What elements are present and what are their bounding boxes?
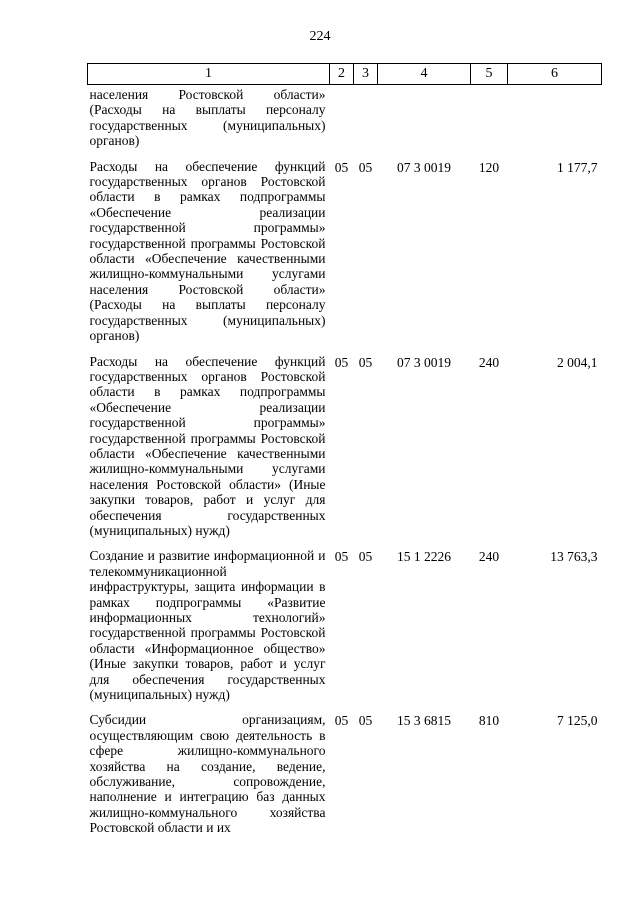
row-subsection: 05: [358, 713, 373, 729]
table-row: [88, 159, 602, 354]
row-description: населения Ростовской области» (Расходы на выплаты персоналу государственных (муниципальных) органов): [89, 87, 326, 149]
row-section: 05: [334, 354, 349, 370]
row-expense-type: [471, 85, 508, 159]
row-amount: [508, 85, 602, 159]
row-subsection: 05: [358, 549, 373, 565]
table-row: [88, 85, 602, 159]
table-body: [88, 85, 602, 836]
table-row: [88, 548, 602, 712]
row-target-code: 07 3 0019: [397, 354, 451, 370]
row-description: Создание и развитие информационной и телекоммуникационной инфраструктуры, защита информации в рамках подпрограммы «Развитие информационных технологий» государственной программы Ростовской области «Информационное общество» (Иные закупки товаров, работ и услуг для обеспечения государственных (муниципальных) нужд): [89, 548, 326, 703]
header-cell-4: 4: [378, 64, 471, 85]
row-amount: 1 177,7: [557, 159, 598, 175]
header-cell-5: 5: [471, 64, 508, 85]
row-target-code: 07 3 0019: [397, 159, 451, 175]
row-target-code: [378, 85, 471, 159]
page-number: 224: [309, 29, 331, 44]
row-section: [330, 85, 354, 159]
row-section: 05: [334, 549, 349, 565]
header-cell-3: 3: [354, 64, 378, 85]
row-target-code: 15 1 2226: [397, 549, 451, 565]
header-cell-6: 6: [508, 64, 602, 85]
row-expense-type: 120: [478, 159, 500, 175]
header-cell-2: 2: [330, 64, 354, 85]
row-description: Расходы на обеспечение функций государственных органов Ростовской области в рамках подпрограммы «Обеспечение реализации государственной программы» государственной программы Ростовской области «Обеспечение качественными жилищно-коммунальными услугами населения Ростовской области» (Иные закупки товаров, работ и услуг для обеспечения государственных (муниципальных) нужд): [89, 353, 326, 538]
table-header: [88, 64, 602, 85]
row-expense-type: 810: [478, 713, 500, 729]
table-row: [88, 712, 602, 835]
row-subsection: [354, 85, 378, 159]
row-expense-type: 240: [478, 354, 500, 370]
row-target-code: 15 3 6815: [397, 713, 451, 729]
row-description: Расходы на обеспечение функций государственных органов Ростовской области в рамках подпрограммы «Обеспечение реализации государственной программы» государственной программы Ростовской области «Обеспечение качественными жилищно-коммунальными услугами населения Ростовской области» (Расходы на выплаты персоналу государственных (муниципальных) органов): [89, 158, 326, 344]
row-section: 05: [334, 159, 349, 175]
row-section: 05: [334, 713, 349, 729]
row-description: Субсидии организациям, осуществляющим свою деятельность в сфере жилищно-коммунального хозяйства на создание, ведение, обслуживание, сопровождение, наполнение и интеграцию баз данных жилищно-коммунального хозяйства Ростовской области и их: [89, 712, 326, 836]
row-subsection: 05: [358, 159, 373, 175]
budget-table: [87, 63, 602, 836]
table-row: [88, 354, 602, 549]
header-cell-1: 1: [88, 64, 330, 85]
row-amount: 7 125,0: [557, 713, 598, 729]
row-amount: 2 004,1: [557, 354, 598, 370]
header-row: [88, 64, 602, 85]
row-subsection: 05: [358, 354, 373, 370]
row-amount: 13 763,3: [550, 549, 598, 565]
row-expense-type: 240: [478, 549, 500, 565]
